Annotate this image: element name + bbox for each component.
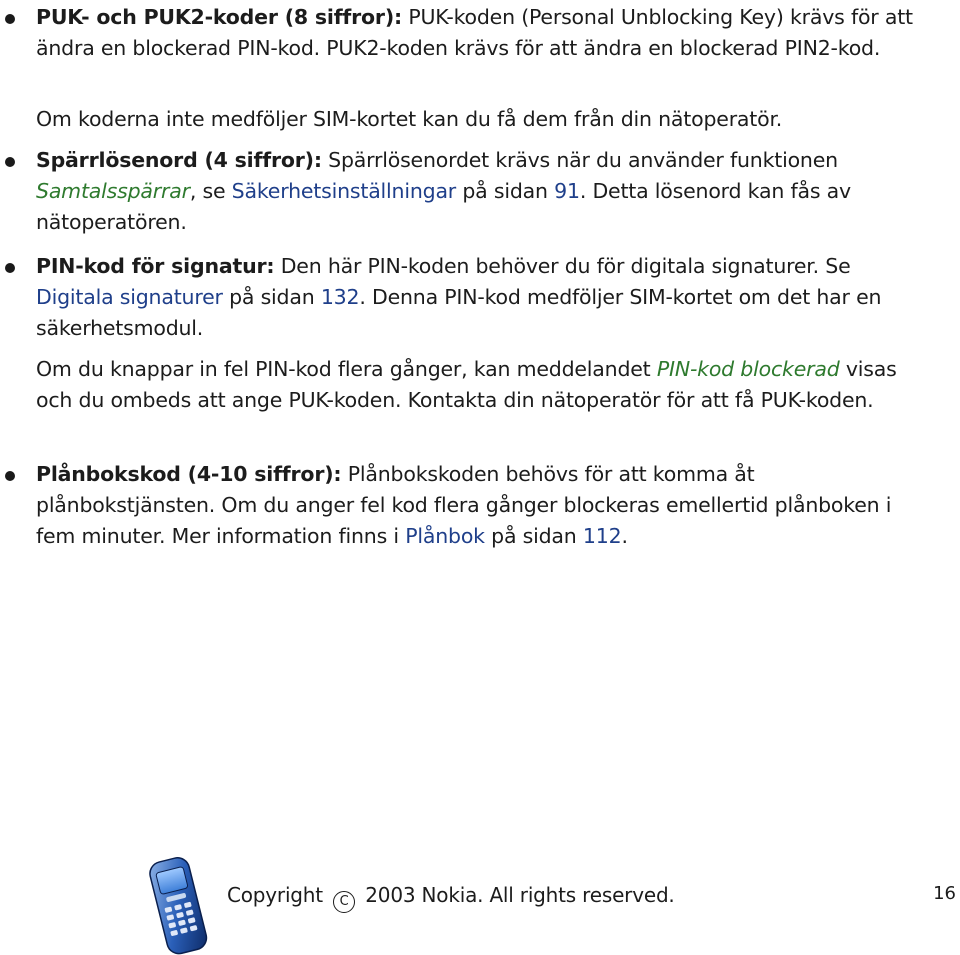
digital-signatures-link[interactable]: Digitala signaturer (36, 285, 223, 309)
pin-blocked-note (0, 354, 960, 416)
wallet-text-2: på sidan (484, 524, 583, 548)
wallet-bullet-item (0, 459, 960, 552)
bullet-dot-icon (5, 157, 15, 167)
barring-text-4: . Detta lösenord kan fås av nätoperatören. (36, 179, 851, 234)
puk-description: PUK-koden (Personal Unblocking Key) krävs för att ändra en blockerad PIN-kod. PUK2-koden krävs för att ändra en blockerad PIN2-kod. (36, 5, 913, 60)
barring-text-3: på sidan (456, 179, 555, 203)
signature-text-1: Den här PIN-koden behöver du för digitala signaturer. Se (274, 254, 851, 278)
copyright-symbol-icon: C (333, 891, 355, 913)
puk-bullet-item (0, 2, 960, 64)
barring-text-2: , se (189, 179, 232, 203)
barring-bullet-item (0, 145, 960, 238)
barring-term: Spärrlösenord (4 siffror): (36, 148, 322, 172)
signature-text-3: . Denna PIN-kod medföljer SIM-kortet om det har en säkerhetsmodul. (36, 285, 882, 340)
wallet-term: Plånbokskod (4-10 siffror): (36, 462, 342, 486)
page-footer (0, 850, 960, 955)
pin-blocked-message: PIN-kod blockerad (656, 357, 840, 381)
nokia-phone-icon (140, 855, 214, 955)
security-settings-link[interactable]: Säkerhetsinställningar (231, 179, 457, 203)
puk-note: Om koderna inte medföljer SIM-kortet kan du få dem från din nätoperatör. (36, 107, 783, 131)
copyright-prefix: Copyright (227, 883, 323, 907)
wallet-text-3: . (621, 524, 628, 548)
bullet-dot-icon (5, 471, 15, 481)
copyright-notice (227, 883, 675, 913)
bullet-dot-icon (5, 263, 15, 273)
puk-term: PUK- och PUK2-koder (8 siffror): (36, 5, 403, 29)
barring-text-1: Spärrlösenordet krävs när du använder funktionen (321, 148, 838, 172)
signature-page-link[interactable]: 132 (320, 285, 360, 309)
pin-note-text-1: Om du knappar in fel PIN-kod flera gånger, kan meddelandet (36, 357, 657, 381)
pin-note-text-2: visas och du ombeds att ange PUK-koden. Kontakta din nätoperatör för att få PUK-koden. (36, 357, 897, 412)
wallet-text-1: Plånbokskoden behövs för att komma åt plånbokstjänsten. Om du anger fel kod flera gånger blockeras emellertid plånboken i fem minuter. Mer information finns i (36, 462, 892, 548)
bullet-dot-icon (5, 14, 15, 24)
copyright-suffix: 2003 Nokia. All rights reserved. (365, 883, 675, 907)
wallet-link[interactable]: Plånbok (405, 524, 485, 548)
wallet-page-link[interactable]: 112 (582, 524, 622, 548)
signature-text-2: på sidan (222, 285, 321, 309)
signature-term: PIN-kod för signatur: (36, 254, 275, 278)
barring-page-link[interactable]: 91 (554, 179, 580, 203)
signature-bullet-item (0, 251, 960, 344)
page-number: 16 (933, 883, 956, 904)
barring-menu-item: Samtalsspärrar (36, 179, 190, 203)
